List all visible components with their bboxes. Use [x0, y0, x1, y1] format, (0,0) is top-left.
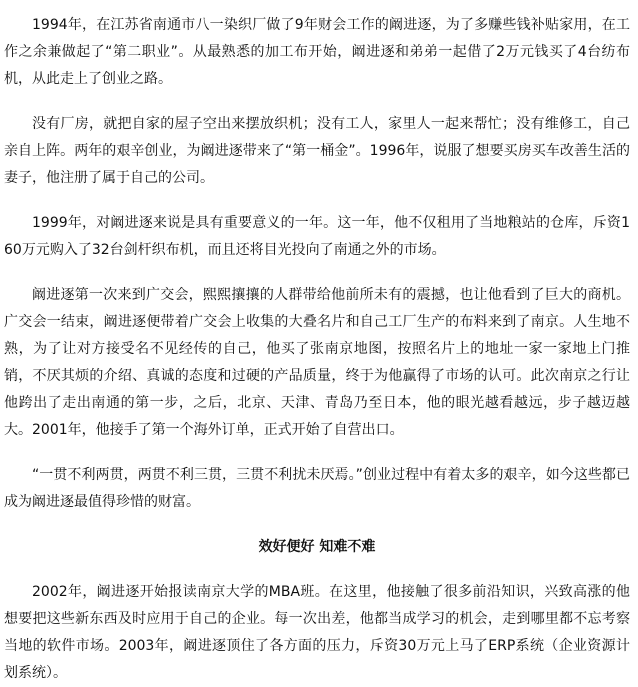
section-heading: 效好便好 知难不难	[258, 539, 376, 555]
paragraph-gap	[4, 192, 630, 210]
paragraph-gap	[4, 264, 630, 282]
paragraph-1999: 1999年，对阚进逐来说是具有重要意义的一年。这一年，他不仅租用了当地粮站的仓库，斥资160万元购入了32台剑杆织布机，而且还将目光投向了南通之外的市场。	[4, 215, 630, 258]
paragraph-1994: 1994年，在江苏省南通市八一染织厂做了9年财会工作的阚进逐，为了多赚些钱补贴家用，在工作之余兼做起了“第二职业”。从最熟悉的加工布开始，阚进逐和弟弟一起借了2万元钱买了4台纺布机，从此走上了创业之路。	[4, 17, 630, 87]
paragraph-canton-fair: 阚进逐第一次来到广交会，熙熙攘攘的人群带给他前所未有的震撼，也让他看到了巨大的商机。广交会一结束，阚进逐便带着广交会上收集的大叠名片和自己工厂生产的布料来到了南京。人生地不熟，为了让对方接受名不见经传的自己，他买了张南京地图，按照名片上的地址一家一家地上门推销，不厌其烦的介绍、真诚的态度和过硬的产品质量，终于为他赢得了市场的认可。此次南京之行让他跨出了走出南通的第一步，之后，北京、天津、青岛乃至日本，他的眼光越看越远，步子越迈越大。2001年，他接手了第一个海外订单，正式开始了自营出口。	[4, 287, 630, 438]
paragraph-1996: 没有厂房，就把自家的屋子空出来摆放织机；没有工人，家里人一起来帮忙；没有维修工，自己亲自上阵。两年的艰辛创业，为阚进逐带来了“第一桶金”。1996年，说服了想要买房买车改善生活的妻子，他注册了属于自己的公司。	[4, 116, 630, 186]
paragraph-gap	[4, 93, 630, 111]
paragraph-gap	[4, 516, 630, 534]
paragraph-gap	[4, 561, 630, 579]
paragraph-gap	[4, 444, 630, 462]
paragraph-quote: “一贯不利两贯，两贯不利三贯，三贯不利扰未厌焉。”创业过程中有着太多的艰辛，如今这些都已成为阚进逐最值得珍惜的财富。	[4, 467, 630, 510]
paragraph-2002: 2002年，阚进逐开始报读南京大学的MBA班。在这里，他接触了很多前沿知识，兴致高涨的他想要把这些新东西及时应用于自己的企业。每一次出差，他都当成学习的机会，走到哪里都不忘考察当地的软件市场。2003年，阚进逐顶住了各方面的压力，斥资30万元上马了ERP系统（企业资源计划系统）。	[4, 584, 630, 681]
